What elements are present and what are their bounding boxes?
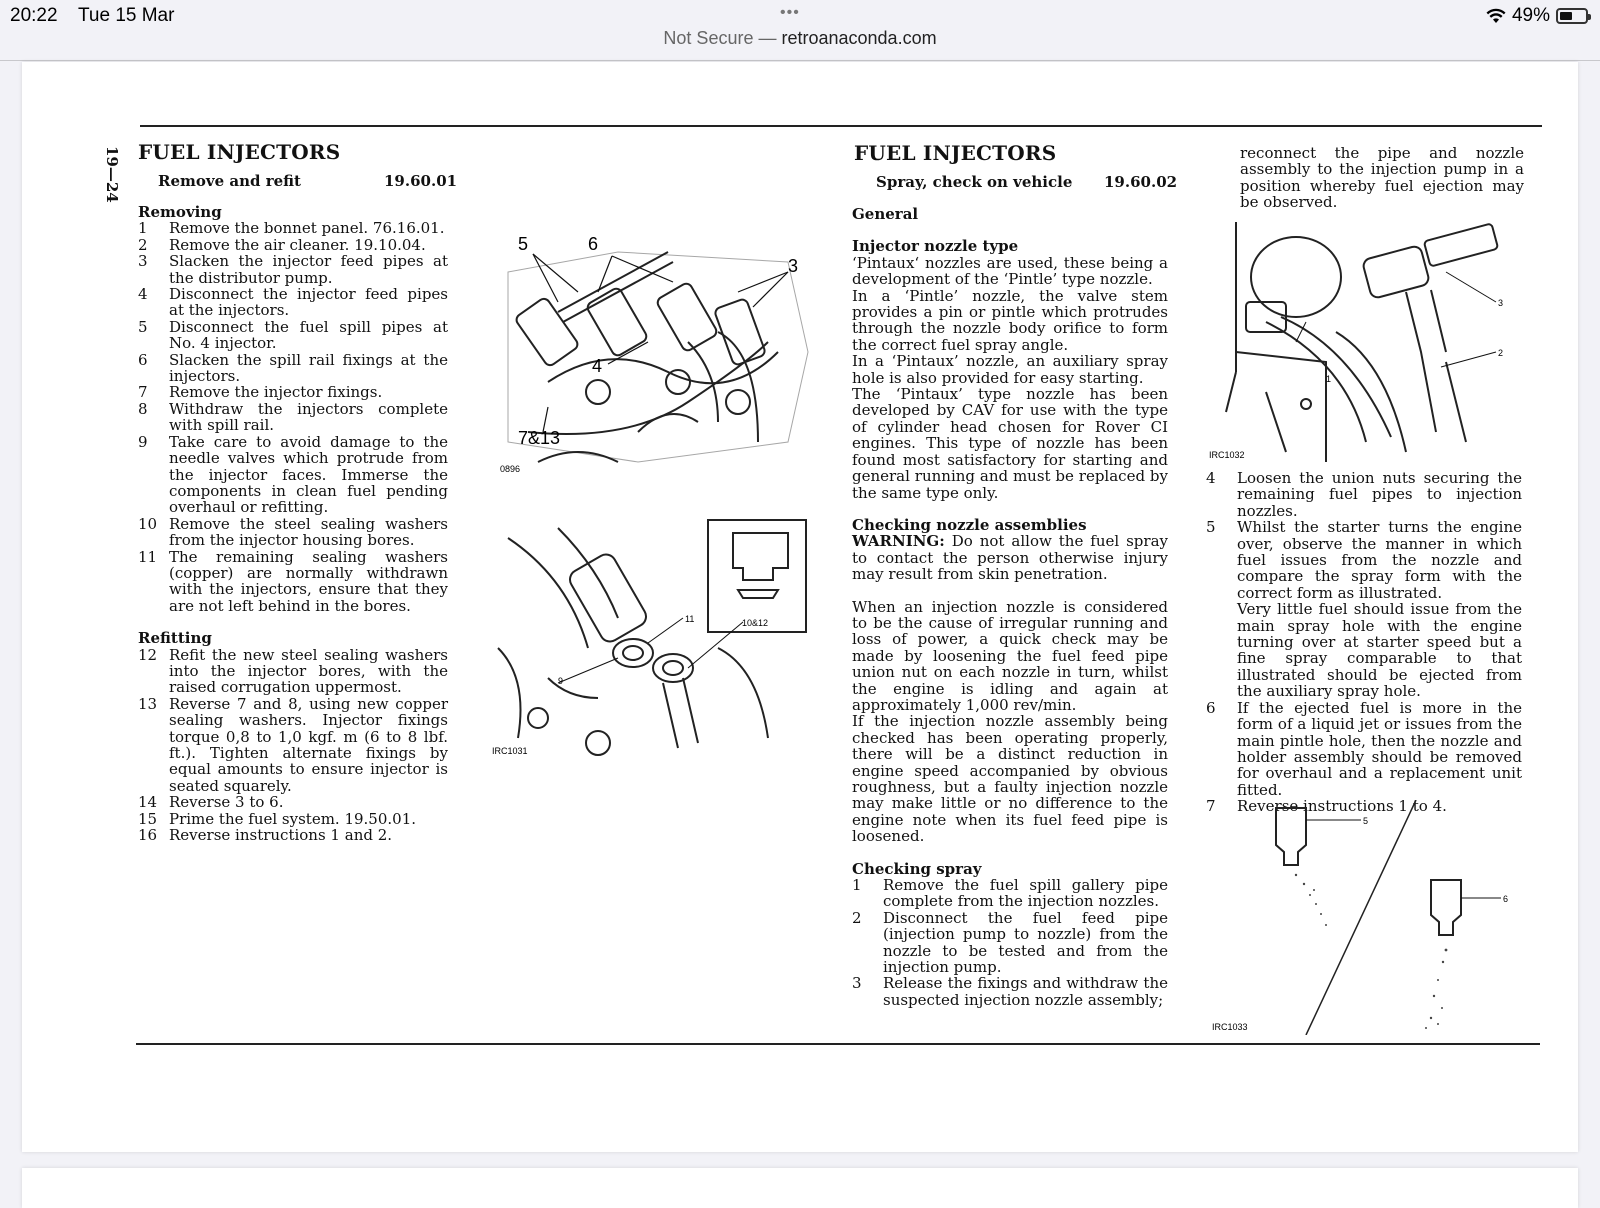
url-host: retroanaconda.com	[781, 28, 937, 48]
clock: 20:22	[10, 5, 58, 26]
step-item	[138, 319, 448, 352]
step-text: Reverse instructions 1 and 2.	[169, 826, 393, 845]
bottom-rule	[136, 1043, 1540, 1045]
step-number	[1206, 601, 1237, 699]
figure-sealing-washers	[488, 518, 828, 763]
step-number: 6	[138, 350, 148, 369]
right-operation-code: 19.60.02	[1104, 173, 1178, 191]
fig2-label-10-12: 10&12	[742, 618, 769, 628]
fig1-reference: 0896	[500, 464, 521, 474]
step-item	[138, 647, 448, 696]
continuation-paragraph: reconnect the pipe and nozzle assembly to the injection pump in a position whereby fuel ejection may be observed.	[1240, 144, 1524, 212]
step-item	[138, 220, 448, 236]
step-number: 9	[138, 432, 148, 451]
step-text: Refit the new steel sealing washers into the injector bores, with the raised corrugation uppermost.	[169, 645, 448, 697]
wifi-icon	[1486, 8, 1506, 24]
fig2-label-9: 9	[558, 676, 564, 686]
fig1-label-3: 3	[788, 256, 799, 276]
fig3-label-3: 3	[1498, 298, 1504, 308]
step-item	[852, 910, 1168, 976]
step-number: 7	[138, 383, 148, 402]
spray-steps	[852, 877, 1168, 1008]
warning-text: Do not allow the fuel spray to contact the person otherwise injury may result from skin penetration.	[852, 532, 1168, 584]
step-text: Remove the fuel spill gallery pipe complete from the injection nozzles.	[883, 876, 1168, 911]
right-column-1	[852, 206, 1168, 1008]
step-text: Disconnect the fuel spill pipes at No. 4 injector.	[169, 317, 448, 353]
step-text: If the ejected fuel is more in the form of a liquid jet or issues from the main pintle hole, then the nozzle and holder assembly should be removed for overhaul and a replacement unit fitted.	[1237, 698, 1522, 799]
step-number: 1	[852, 876, 862, 895]
left-subtitle: Remove and refit	[158, 172, 301, 190]
removing-steps	[138, 220, 448, 614]
step-number: 3	[138, 252, 148, 271]
step-text: Release the fixings and withdraw the suspected injection nozzle assembly;	[883, 974, 1168, 1009]
step-item	[138, 549, 448, 615]
figure-nozzle-test	[1206, 212, 1516, 462]
nozzle-paragraph: In a ‘Pintaux’ nozzle, an auxiliary spray hole is also provided for easy starting.	[852, 352, 1168, 387]
step-text: Reverse 3 to 6.	[169, 793, 284, 812]
step-item	[1206, 519, 1522, 601]
right-section-title: FUEL INJECTORS	[854, 141, 1057, 165]
next-page-preview	[22, 1168, 1578, 1208]
step-number: 2	[138, 235, 148, 254]
nozzle-type-heading: Injector nozzle type	[852, 237, 1019, 256]
fig3-label-1: 1	[1326, 374, 1332, 384]
step-item	[1206, 700, 1522, 798]
step-text: Remove the injector fixings.	[169, 383, 383, 402]
toolbar-divider	[0, 60, 1600, 61]
right-column-2	[1206, 470, 1522, 815]
step-number: 6	[1206, 698, 1216, 717]
step-number: 1	[138, 219, 148, 238]
left-operation-code: 19.60.01	[384, 172, 458, 190]
left-section-title: FUEL INJECTORS	[138, 140, 341, 164]
step-item	[138, 237, 448, 253]
left-column	[138, 204, 448, 843]
step-text: Remove the air cleaner. 19.10.04.	[169, 235, 426, 254]
step-number: 8	[138, 399, 148, 418]
step-number: 4	[138, 285, 148, 304]
nozzle-paragraph: In a ‘Pintle’ nozzle, the valve stem provides a pin or pintle which protrudes through the nozzle body orifice to form the correct fuel spray angle.	[852, 286, 1168, 354]
fig4-label-6: 6	[1503, 894, 1509, 904]
step-item	[138, 516, 448, 549]
fig3-reference: IRC1032	[1209, 450, 1245, 460]
step-item	[138, 696, 448, 794]
step-text: Prime the fuel system. 19.50.01.	[169, 809, 417, 828]
step-item	[1206, 601, 1522, 699]
manual-page	[22, 62, 1578, 1152]
step-text: Loosen the union nuts securing the remaining fuel pipes to injection nozzles.	[1237, 469, 1522, 520]
figure-spray-forms	[1206, 797, 1516, 1035]
step-number: 14	[138, 793, 158, 812]
fig3-label-2: 2	[1498, 348, 1504, 358]
fig4-label-5: 5	[1363, 816, 1369, 826]
right-column-2-top	[1240, 145, 1524, 211]
checking-spray-heading: Checking spray	[852, 859, 982, 878]
removing-heading: Removing	[138, 203, 222, 221]
fig1-label-7-13: 7&13	[518, 428, 561, 448]
step-item	[138, 352, 448, 385]
address-bar[interactable]	[0, 28, 1600, 58]
step-text: Reverse 7 and 8, using new copper sealing washers. Injector fixings torque 0,8 to 1,0 kgf. m (6 to 8 lbf. ft.). Tighten alternate fixings by equal amounts to ensure injector is seated squarely.	[169, 694, 448, 795]
step-text: Slacken the spill rail fixings at the injectors.	[169, 350, 448, 386]
step-number: 10	[138, 514, 158, 533]
multitasking-dots-icon[interactable]: •••	[780, 4, 800, 21]
figure-injector-assembly	[488, 232, 828, 482]
nozzle-paragraph: The ‘Pintaux’ type nozzle has been developed by CAV for use with the type of cylinder head chosen for Rover CI engines. This type of nozzle has been found most satisfactory for starting and general running and must be replaced by the same type only.	[852, 385, 1168, 502]
step-item	[138, 434, 448, 516]
step-number: 3	[852, 974, 862, 993]
fig2-label-11: 11	[685, 614, 695, 624]
warning-label: WARNING:	[852, 532, 945, 551]
step-number: 5	[138, 317, 148, 336]
step-item	[138, 794, 448, 810]
nozzle-paragraph: ‘Pintaux‘ nozzles are used, these being a development of the ‘Pintle’ type nozzle.	[852, 253, 1168, 289]
refitting-steps	[138, 647, 448, 844]
fig4-reference: IRC1033	[1212, 1022, 1248, 1032]
step-text: Take care to avoid damage to the needle valves which protrude from the injector faces. Immerse the components in clean fuel pending overhaul or refitting.	[169, 432, 448, 517]
step-text: Remove the steel sealing washers from the injector housing bores.	[169, 514, 448, 550]
checking-heading: Checking nozzle assemblies	[852, 515, 1087, 534]
step-item	[138, 811, 448, 827]
step-item	[138, 384, 448, 400]
step-item	[852, 877, 1168, 910]
step-number: 11	[138, 547, 158, 566]
fig2-reference: IRC1031	[492, 746, 528, 756]
step-text: Reverse instructions 1 to 4.	[1237, 797, 1447, 816]
check-paragraph: When an injection nozzle is considered to be the cause of irregular running and loss of power, a quick check may be made by loosening the fuel feed pipe union nut on each nozzle in turn, whilst the engine is idling and again at approximately 1,000 rev/min.	[852, 597, 1168, 714]
step-item	[138, 286, 448, 319]
step-item	[1206, 470, 1522, 519]
step-number: 16	[138, 826, 158, 845]
page-number: 19—24	[103, 146, 121, 203]
step-text: Disconnect the fuel feed pipe (injection pump to nozzle) from the nozzle to be tested and from the injection pump.	[883, 908, 1168, 977]
step-item	[852, 975, 1168, 1008]
step-text: The remaining sealing washers (copper) are normally withdrawn with the injectors, ensure that they are not left behind in the bores.	[169, 547, 448, 615]
fig1-label-5: 5	[518, 234, 529, 254]
step-item	[138, 827, 448, 843]
security-label: Not Secure —	[663, 28, 777, 48]
step-text: Whilst the starter turns the engine over, observe the manner in which fuel issues from the nozzle and compare the spray form with the correct form as illustrated.	[1237, 518, 1522, 602]
step-item	[138, 253, 448, 286]
spray-steps-continued	[1206, 470, 1522, 815]
step-number: 7	[1206, 797, 1216, 816]
step-number: 5	[1206, 518, 1216, 537]
step-text: Very little fuel should issue from the main spray hole with the engine turning over at starter speed but a fine spray comparable to that illustrated should be ejected from the auxiliary spray hole.	[1237, 600, 1522, 701]
step-text: Slacken the injector feed pipes at the distributor pump.	[169, 252, 448, 287]
check-paragraph: If the injection nozzle assembly being checked has been operating properly, there will be a distinct reduction in engine speed accompanied by obvious roughness, but a faulty injection nozzle may make little or no difference to the engine note when its fuel feed pipe is loosened.	[852, 712, 1168, 846]
step-number: 2	[852, 908, 862, 927]
step-text: Remove the bonnet panel. 76.16.01.	[169, 219, 445, 238]
refitting-heading: Refitting	[138, 629, 212, 648]
step-number: 4	[1206, 469, 1216, 487]
battery-percent: 49%	[1511, 5, 1550, 26]
step-text: Withdraw the injectors complete with spill rail.	[169, 399, 448, 435]
step-item	[138, 401, 448, 434]
step-text: Disconnect the injector feed pipes at the injectors.	[169, 285, 448, 320]
step-number: 15	[138, 809, 158, 828]
top-rule	[140, 125, 1542, 127]
step-number: 12	[138, 645, 158, 664]
fig1-label-4: 4	[592, 356, 603, 376]
fig1-label-6: 6	[588, 234, 599, 254]
step-number: 13	[138, 694, 158, 713]
battery-icon	[1556, 8, 1588, 24]
right-subtitle: Spray, check on vehicle	[876, 173, 1073, 191]
date: Tue 15 Mar	[78, 5, 175, 26]
warning-paragraph	[852, 533, 1168, 582]
general-heading: General	[852, 205, 919, 223]
